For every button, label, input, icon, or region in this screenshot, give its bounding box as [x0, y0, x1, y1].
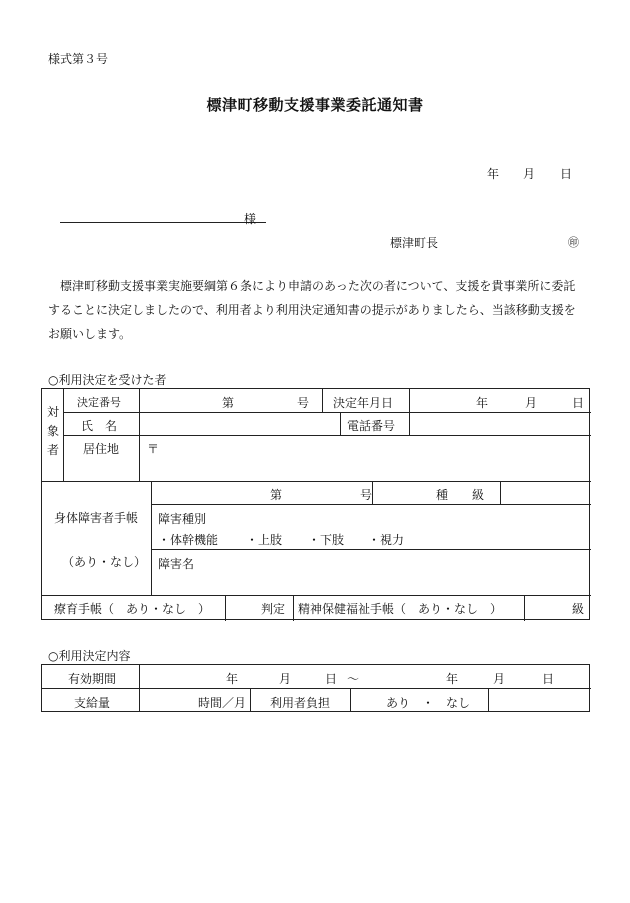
body-line-3: お願いします。	[48, 327, 132, 341]
handbook-go: 号	[360, 488, 373, 502]
validity-label: 有効期間	[68, 672, 117, 686]
subject-label: 対 象 者	[47, 405, 60, 457]
phone-label: 電話番号	[347, 419, 396, 433]
validity-start-year: 年	[226, 672, 239, 686]
addressee-suffix: 様	[244, 212, 257, 226]
disability-name-label: 障害名	[158, 557, 195, 571]
hours-per-month-label: 時間／月	[198, 696, 247, 710]
disability-type-upper: ・上肢	[246, 533, 283, 547]
section2-title: ○利用決定内容	[48, 649, 131, 663]
mental-health-label: 精神保健福祉手帳（ あり・なし ）	[298, 602, 503, 616]
body-line-1: 標津町移動支援事業実施要綱第６条により申請のあった次の者について、支援を貴事業所に委託	[60, 279, 576, 293]
handbook-choice: （あり・なし）	[62, 555, 147, 569]
decision-date-label: 決定年月日	[333, 396, 394, 410]
body-text	[48, 274, 588, 346]
addressee-line	[60, 222, 266, 223]
decision-content-table	[41, 664, 590, 712]
validity-end-month: 月	[493, 672, 506, 686]
type-grade-label: 種 級	[436, 488, 485, 502]
user-burden-label: 利用者負担	[270, 696, 331, 710]
section1-title: ○利用決定を受けた者	[48, 373, 167, 387]
disability-type-trunk: ・体幹機能	[158, 533, 219, 547]
decision-date-year: 年	[476, 396, 489, 410]
grade-label: 級	[572, 602, 585, 616]
handbook-dai: 第	[270, 488, 283, 502]
body-line-2: することに決定しましたので、利用者より利用決定通知書の提示がありましたら、当該移動支援を	[48, 303, 576, 317]
handbook-label: 身体障害者手帳	[54, 511, 139, 525]
validity-tilde: 〜	[347, 672, 360, 686]
burden-choice: あり ・ なし	[386, 696, 471, 710]
disability-type-label: 障害種別	[158, 512, 207, 526]
decision-date-day: 日	[572, 396, 585, 410]
disability-type-lower: ・下肢	[308, 533, 345, 547]
decision-date-month: 月	[525, 396, 538, 410]
recipient-table	[41, 388, 590, 620]
ryoiku-label: 療育手帳（ あり・なし ）	[54, 602, 211, 616]
document-title: 標津町移動支援事業委託通知書	[206, 96, 424, 114]
address-label: 居住地	[83, 442, 120, 456]
decision-number-go: 号	[297, 396, 310, 410]
disability-type-vision: ・視力	[368, 533, 405, 547]
validity-start-month: 月	[279, 672, 292, 686]
postal-mark: 〒	[147, 442, 160, 456]
date-day-label: 日	[560, 167, 573, 181]
supply-label: 支給量	[74, 696, 111, 710]
judgement-label: 判定	[261, 602, 286, 616]
validity-end-day: 日	[542, 672, 555, 686]
sender-name: 標津町長	[390, 236, 439, 250]
form-number: 様式第３号	[48, 52, 109, 66]
decision-number-dai: 第	[222, 396, 235, 410]
name-label: 氏 名	[81, 419, 118, 433]
date-month-label: 月	[523, 167, 536, 181]
date-year-label: 年	[487, 167, 500, 181]
decision-number-label: 決定番号	[77, 396, 121, 409]
seal-mark: ㊞	[568, 236, 579, 249]
validity-start-day: 日	[325, 672, 338, 686]
validity-end-year: 年	[446, 672, 459, 686]
